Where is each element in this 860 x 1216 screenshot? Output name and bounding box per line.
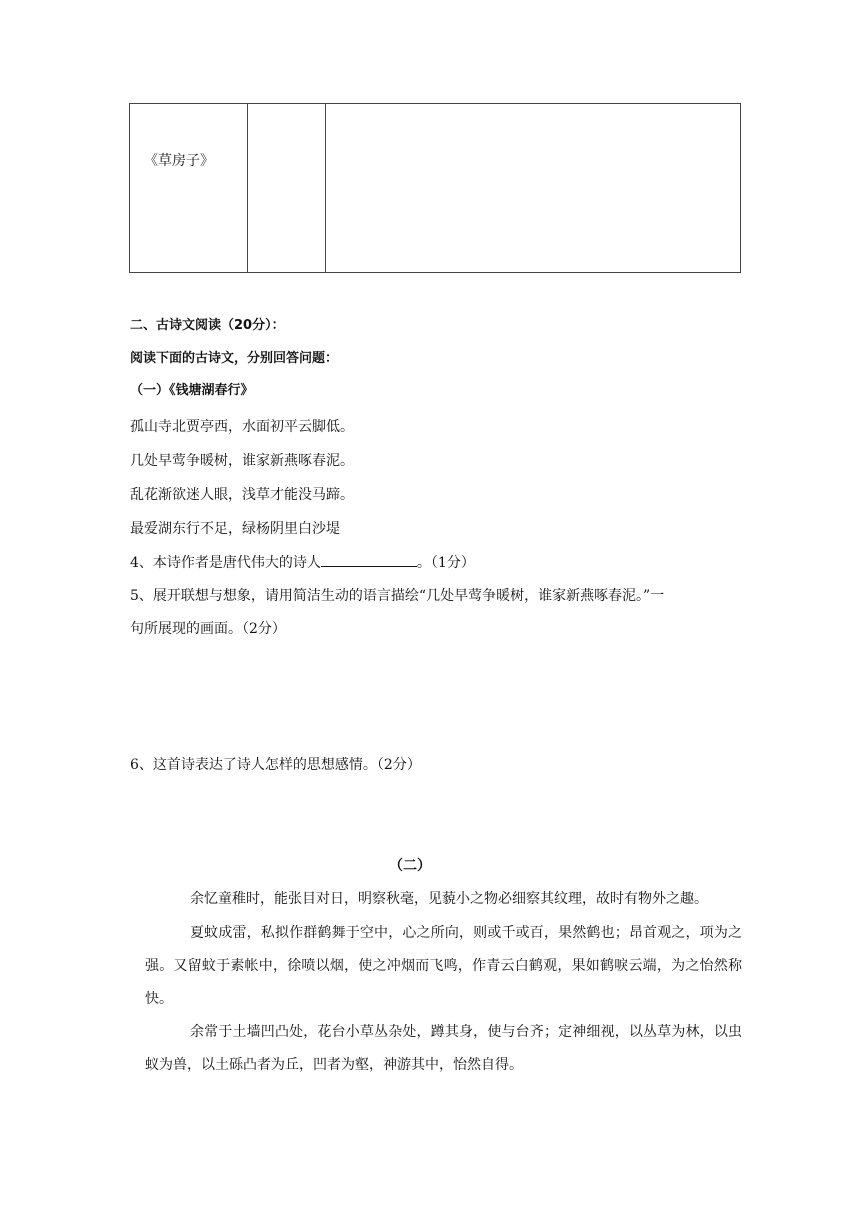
- table-cell-title: [130, 104, 248, 273]
- section-instruction: 阅读下面的古诗文，分别回答问题：: [130, 351, 339, 366]
- poem-line: 孤山寺北贾亭西，水面初平云脚低。: [130, 419, 354, 435]
- poem-line: 乱花渐欲迷人眼，浅草才能没马蹄。: [130, 487, 354, 503]
- answer-blank[interactable]: [321, 552, 417, 567]
- paragraph: 夏蚊成雷，私拟作群鹤舞于空中，心之所向，则或千或百，果然鹤也；昂首观之，项为之强。又留蚊于素帐中，徐喷以烟，使之冲烟而飞鸣，作青云白鹤观，果如鹤唳云端，为之怡然称快。: [145, 925, 742, 1007]
- question-4: [130, 552, 475, 573]
- section-heading: 二、古诗文阅读（20分）：: [130, 318, 285, 333]
- poem-title: （一）《钱塘湖春行》: [130, 383, 254, 398]
- table-row: [130, 104, 741, 273]
- question-5-line2: 句所展现的画面。（2分）: [130, 621, 286, 637]
- question-4-text: 4、本诗作者是唐代伟大的诗人: [130, 555, 321, 571]
- book-title: 《草房子》: [144, 153, 214, 169]
- table-cell-blank[interactable]: [248, 104, 326, 273]
- question-6: 6、这首诗表达了诗人怎样的思想感情。（2分）: [130, 757, 421, 773]
- part-2-title: （二）: [389, 858, 431, 874]
- question-4-points: 。（1分）: [416, 555, 475, 571]
- answer-table: [129, 103, 741, 273]
- paragraph: 余常于土墙凹凸处，花台小草丛杂处，蹲其身，使与台齐；定神细视，以丛草为林，以虫蚁为兽，以土砾凸者为丘，凹者为壑，神游其中，怡然自得。: [145, 1024, 742, 1073]
- paragraph: 余忆童稚时，能张目对日，明察秋毫，见藐小之物必细察其纹理，故时有物外之趣。: [190, 891, 708, 907]
- table-cell-answer[interactable]: [326, 104, 741, 273]
- question-5-line1: 5、展开联想与想象，请用简洁生动的语言描绘“几处早莺争暖树，谁家新燕啄春泥。”一: [130, 588, 665, 604]
- poem-line: 几处早莺争暖树，谁家新燕啄春泥。: [130, 453, 354, 469]
- poem-line: 最爱湖东行不足，绿杨阴里白沙堤: [130, 521, 340, 537]
